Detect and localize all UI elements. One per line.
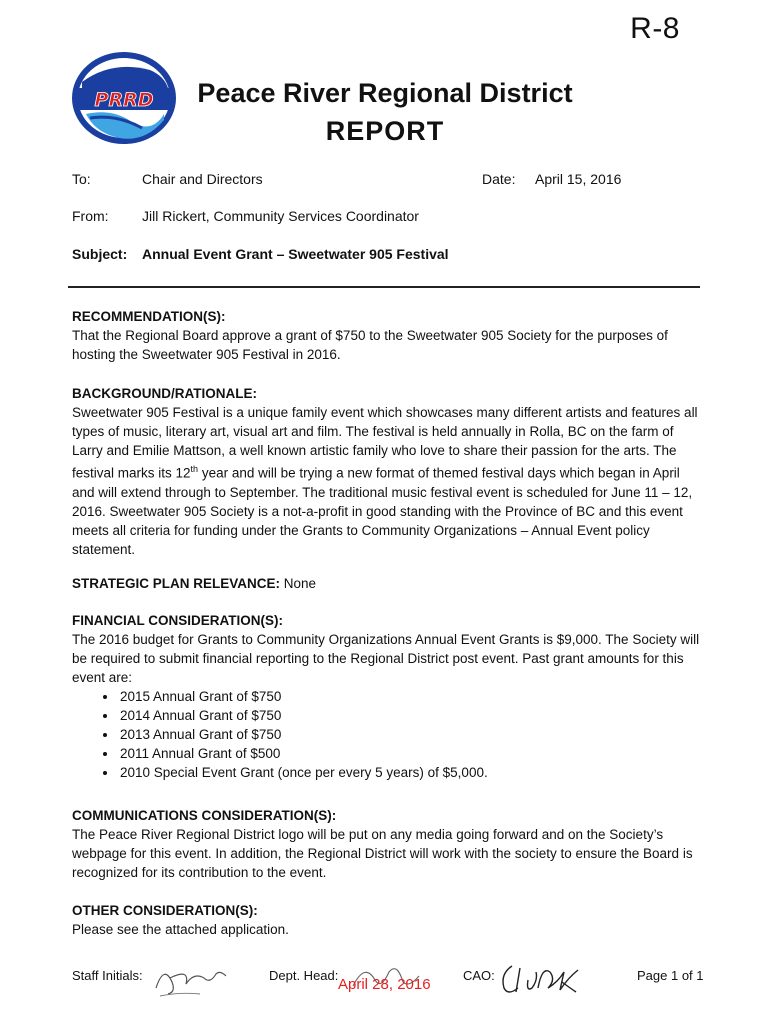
background-text: Sweetwater 905 Festival is a unique family event which showcases many different artists and features all types of music, literary art, visual art and film. The festival is held annually in Rolla, BC on the farm of Larry and Emilie Mattson, a well known artistic family who love to share their passion for the arts. The festival marks its 12th year and will be trying a new format of themed festival days which began in April and will extend through to September. The traditional music festival event is scheduled for June 11 – 12, 2016. Sweetwater 905 Society is a not-a-profit in good standing with the Province of BC and this event meets all criteria for funding under the Grants to Community Organizations – Annual Event policy statement.	[72, 405, 698, 557]
strategic-heading: STRATEGIC PLAN RELEVANCE:	[72, 576, 281, 591]
strategic-value: None	[280, 576, 317, 591]
list-item: • 2015 Annual Grant of $750	[118, 687, 700, 706]
financial-text: The 2016 budget for Grants to Community Organizations Annual Event Grants is $9,000. The Society will be required to submit financial reporting to the Regional District post event. Past grant amounts for this event are:	[72, 632, 700, 685]
date-label: Date:	[482, 171, 516, 187]
page-info: Page 1 of 1	[637, 968, 704, 983]
report-title: REPORT	[325, 116, 445, 146]
list-item: • 2011 Annual Grant of $500	[118, 744, 700, 763]
date-value: April 15, 2016	[535, 171, 622, 187]
recommendation-heading: RECOMMENDATION(S):	[72, 309, 226, 324]
cao-label: CAO:	[463, 968, 495, 983]
background-heading: BACKGROUND/RATIONALE:	[72, 386, 257, 401]
to-label: To:	[72, 171, 91, 187]
list-item: • 2014 Annual Grant of $750	[118, 706, 700, 725]
org-title: Peace River Regional District	[197, 78, 573, 108]
subject-value: Annual Event Grant – Sweetwater 905 Festival	[142, 246, 449, 262]
page-label: R-8	[630, 12, 680, 45]
dept-head-label: Dept. Head:	[269, 968, 339, 983]
logo-text: PRRD	[94, 89, 154, 111]
date-stamp: April 28, 2016	[338, 976, 431, 993]
recommendation-section	[72, 307, 700, 364]
header-divider	[68, 286, 700, 288]
financial-heading: FINANCIAL CONSIDERATION(S):	[72, 613, 283, 628]
list-item: • 2010 Special Event Grant (once per every 5 years) of $5,000.	[118, 763, 700, 782]
to-value: Chair and Directors	[142, 171, 263, 187]
staff-signature	[150, 958, 230, 1000]
communications-heading: COMMUNICATIONS CONSIDERATION(S):	[72, 808, 337, 823]
other-heading: OTHER CONSIDERATION(S):	[72, 903, 258, 918]
communications-section	[72, 806, 700, 882]
other-text: Please see the attached application.	[72, 922, 289, 937]
from-label: From:	[72, 208, 109, 224]
other-section	[72, 901, 700, 939]
subject-label: Subject:	[72, 246, 128, 262]
grant-history-list	[72, 687, 700, 782]
background-section	[72, 384, 700, 559]
financial-section	[72, 611, 700, 782]
strategic-section	[72, 574, 700, 593]
list-item: • 2013 Annual Grant of $750	[118, 725, 700, 744]
staff-initials-label: Staff Initials:	[72, 968, 143, 983]
recommendation-text: That the Regional Board approve a grant of $750 to the Sweetwater 905 Society for the purposes of hosting the Sweetwater 905 Festival in 2016.	[72, 328, 668, 362]
communications-text: The Peace River Regional District logo will be put on any media going forward and on the Society’s webpage for this event. In addition, the Regional District will work with the society to ensure the Board is recognized for its contribution to the event.	[72, 827, 693, 880]
from-value: Jill Rickert, Community Services Coordinator	[142, 208, 419, 224]
cao-signature	[498, 958, 582, 998]
